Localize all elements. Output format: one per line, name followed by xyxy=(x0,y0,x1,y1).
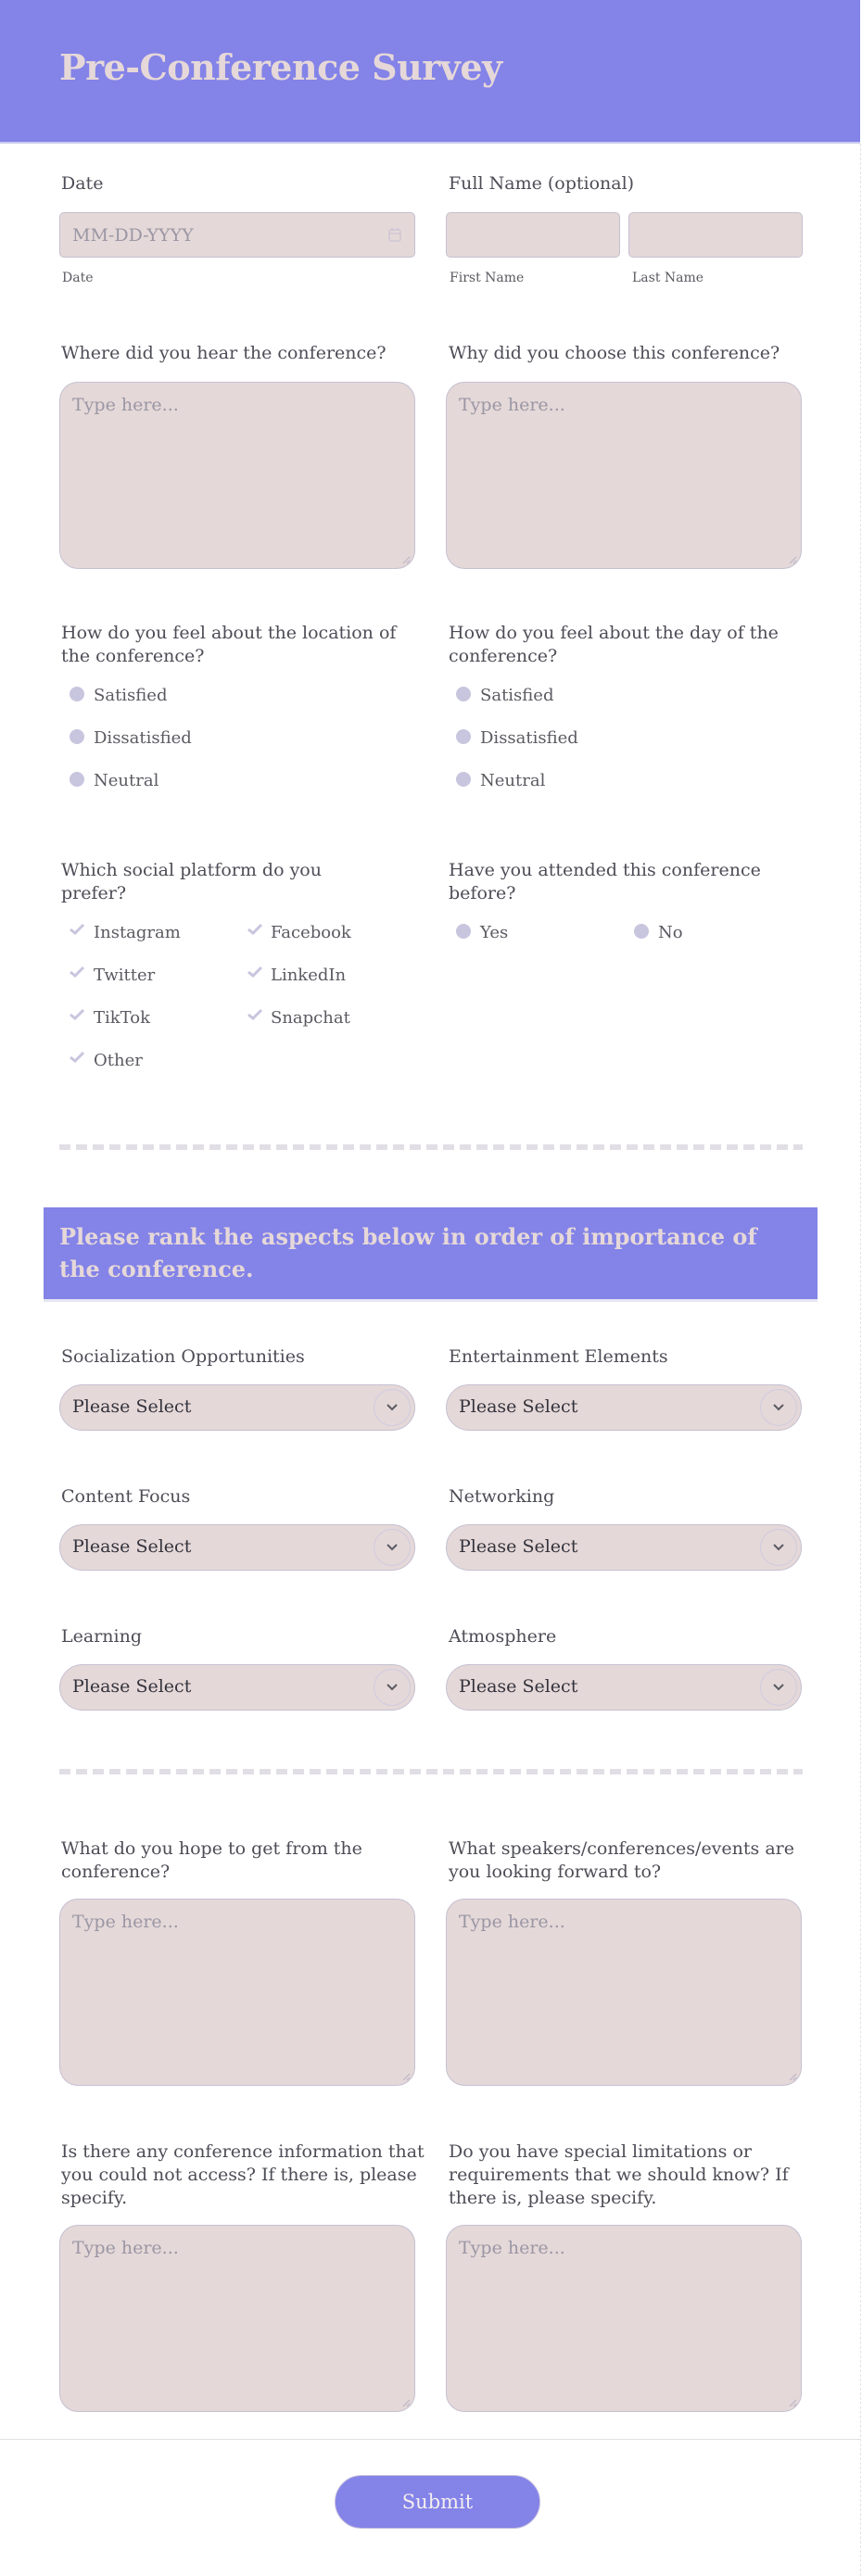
rank-label: Learning xyxy=(61,1626,142,1647)
last-name-input[interactable] xyxy=(628,212,803,258)
select-entertainment[interactable] xyxy=(446,1384,802,1431)
limits-placeholder: Type here... xyxy=(459,2238,565,2258)
chevron-down-icon[interactable] xyxy=(760,1389,797,1426)
checkbox-label: TikTok xyxy=(94,1008,151,1028)
checkbox-instagram[interactable] xyxy=(69,923,85,936)
checkbox-label: Twitter xyxy=(94,966,156,985)
radio-label: Satisfied xyxy=(480,686,554,705)
date-sublabel: Date xyxy=(62,271,94,285)
location-label: How do you feel about the location of the conference? xyxy=(61,623,397,666)
radio-attended-no[interactable] xyxy=(634,924,649,939)
radio-day-neutral[interactable] xyxy=(456,772,471,787)
checkbox-linkedin[interactable] xyxy=(247,966,263,979)
radio-label: Yes xyxy=(480,923,509,942)
section-divider xyxy=(59,1769,803,1774)
last-name-sublabel: Last Name xyxy=(632,271,704,285)
radio-day-dissatisfied[interactable] xyxy=(456,729,471,744)
choose-textarea[interactable] xyxy=(446,382,802,569)
radio-attended-yes[interactable] xyxy=(456,924,471,939)
select-socialization[interactable] xyxy=(59,1384,415,1431)
checkbox-tiktok[interactable] xyxy=(69,1008,85,1021)
page-border xyxy=(860,144,861,2576)
select-atmosphere[interactable] xyxy=(446,1664,802,1711)
radio-label: Satisfied xyxy=(94,686,168,705)
checkbox-facebook[interactable] xyxy=(247,923,263,936)
first-name-sublabel: First Name xyxy=(450,271,525,285)
full-name-label: Full Name (optional) xyxy=(449,173,635,194)
info-textarea[interactable] xyxy=(59,2225,415,2412)
checkbox-other[interactable] xyxy=(69,1051,85,1064)
limits-textarea[interactable] xyxy=(446,2225,802,2412)
select-value: Please Select xyxy=(72,1676,192,1697)
select-learning[interactable] xyxy=(59,1664,415,1711)
radio-label: Neutral xyxy=(94,771,159,790)
checkbox-label: LinkedIn xyxy=(271,966,347,985)
speakers-textarea[interactable] xyxy=(446,1899,802,2086)
hope-label: What do you hope to get from the conference? xyxy=(61,1838,362,1882)
rank-label: Networking xyxy=(449,1486,555,1507)
form-title: Pre-Conference Survey xyxy=(59,46,502,88)
resize-handle-icon[interactable] xyxy=(401,2072,411,2081)
radio-label: Dissatisfied xyxy=(480,728,578,748)
select-networking[interactable] xyxy=(446,1524,802,1571)
day-label: How do you feel about the day of the conference? xyxy=(449,623,779,666)
rank-section-banner xyxy=(44,1207,818,1302)
choose-placeholder: Type here... xyxy=(459,395,565,415)
chevron-down-icon[interactable] xyxy=(374,1529,411,1566)
chevron-down-icon[interactable] xyxy=(374,1669,411,1706)
footer-divider xyxy=(0,2439,860,2440)
select-value: Please Select xyxy=(459,1396,578,1417)
date-input[interactable] xyxy=(59,212,415,258)
radio-label: No xyxy=(658,923,683,942)
social-label: Which social platform do you prefer? xyxy=(61,860,322,903)
resize-handle-icon[interactable] xyxy=(788,2072,797,2081)
limits-label: Do you have special limitations or requirements that we should know? If there is, please specify. xyxy=(449,2141,789,2208)
checkbox-label: Instagram xyxy=(94,923,181,942)
radio-location-satisfied[interactable] xyxy=(70,687,84,701)
checkbox-label: Facebook xyxy=(271,923,351,942)
checkbox-twitter[interactable] xyxy=(69,966,85,979)
select-value: Please Select xyxy=(459,1536,578,1557)
calendar-icon[interactable] xyxy=(388,227,401,243)
section-divider xyxy=(59,1144,803,1150)
radio-day-satisfied[interactable] xyxy=(456,687,471,701)
chevron-down-icon[interactable] xyxy=(760,1529,797,1566)
radio-label: Dissatisfied xyxy=(94,728,192,748)
checkbox-label: Other xyxy=(94,1051,143,1070)
rank-label: Entertainment Elements xyxy=(449,1346,668,1367)
resize-handle-icon[interactable] xyxy=(401,2398,411,2407)
resize-handle-icon[interactable] xyxy=(788,2398,797,2407)
choose-label: Why did you choose this conference? xyxy=(449,343,780,363)
chevron-down-icon[interactable] xyxy=(760,1669,797,1706)
resize-handle-icon[interactable] xyxy=(788,555,797,564)
select-content-focus[interactable] xyxy=(59,1524,415,1571)
hear-placeholder: Type here... xyxy=(72,395,179,415)
radio-location-dissatisfied[interactable] xyxy=(70,729,84,744)
date-label: Date xyxy=(61,173,104,194)
select-value: Please Select xyxy=(459,1676,578,1697)
select-value: Please Select xyxy=(72,1396,192,1417)
attended-label: Have you attended this conference before? xyxy=(449,860,761,903)
select-value: Please Select xyxy=(72,1536,192,1557)
hope-textarea[interactable] xyxy=(59,1899,415,2086)
speakers-placeholder: Type here... xyxy=(459,1912,565,1932)
info-label: Is there any conference information that you could not access? If there is, please specify. xyxy=(61,2141,425,2208)
hear-label: Where did you hear the conference? xyxy=(61,343,387,363)
first-name-input[interactable] xyxy=(446,212,620,258)
rank-label: Socialization Opportunities xyxy=(61,1346,305,1367)
chevron-down-icon[interactable] xyxy=(374,1389,411,1426)
rank-label: Content Focus xyxy=(61,1486,191,1507)
form-header xyxy=(0,0,860,144)
radio-label: Neutral xyxy=(480,771,546,790)
info-placeholder: Type here... xyxy=(72,2238,179,2258)
rank-label: Atmosphere xyxy=(449,1626,557,1647)
checkbox-label: Snapchat xyxy=(271,1008,350,1028)
resize-handle-icon[interactable] xyxy=(401,555,411,564)
rank-section-heading: Please rank the aspects below in order of importance of the conference. xyxy=(59,1223,757,1282)
submit-button[interactable]: Submit xyxy=(335,2475,540,2529)
checkbox-snapchat[interactable] xyxy=(247,1008,263,1021)
hear-textarea[interactable] xyxy=(59,382,415,569)
date-placeholder: MM-DD-YYYY xyxy=(72,225,194,246)
radio-location-neutral[interactable] xyxy=(70,772,84,787)
speakers-label: What speakers/conferences/events are you looking forward to? xyxy=(449,1838,794,1882)
hope-placeholder: Type here... xyxy=(72,1912,179,1932)
